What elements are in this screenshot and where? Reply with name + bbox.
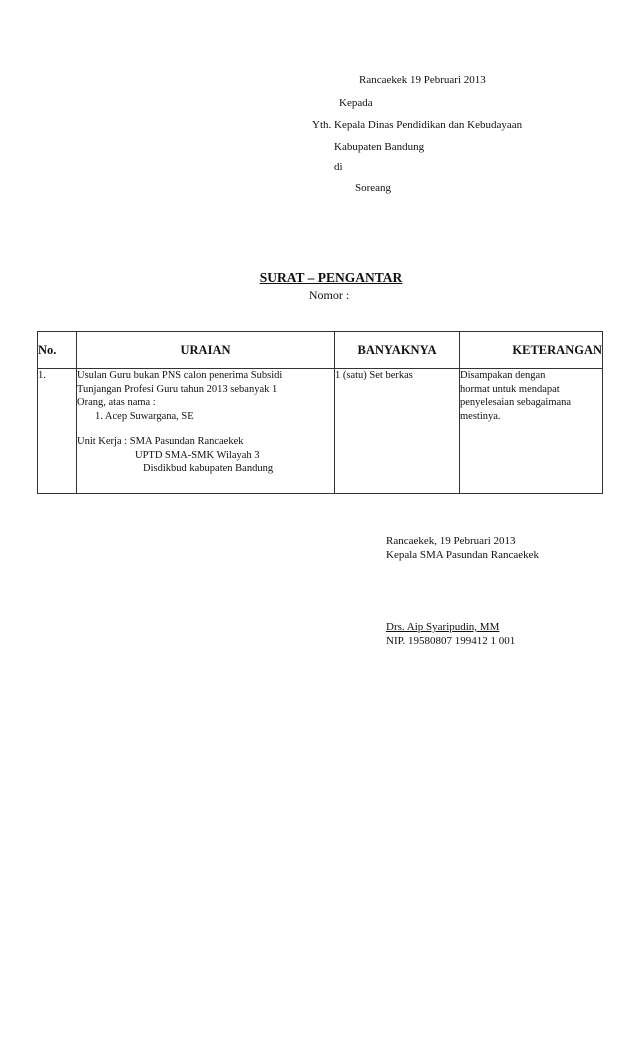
items-table bbox=[37, 331, 603, 494]
cell-keterangan bbox=[460, 369, 603, 494]
header-banyaknya: BANYAKNYA bbox=[335, 332, 460, 369]
uraian-line: Usulan Guru bukan PNS calon penerima Subsidi bbox=[77, 370, 283, 381]
header-uraian: URAIAN bbox=[77, 332, 335, 369]
signature-nip: NIP. 19580807 199412 1 001 bbox=[386, 635, 516, 647]
keterangan-line: mestinya. bbox=[460, 410, 501, 422]
letter-place-date: Rancaekek 19 Pebruari 2013 bbox=[359, 74, 486, 86]
signature-position: Kepala SMA Pasundan Rancaekek bbox=[386, 549, 540, 561]
letter-number: Nomor : bbox=[308, 288, 350, 302]
unit-kerja-line: UPTD SMA-SMK Wilayah 3 bbox=[135, 449, 260, 461]
uraian-line: Tunjangan Profesi Guru tahun 2013 sebanyak 1 bbox=[77, 383, 278, 395]
addressee-region: Kabupaten Bandung bbox=[334, 141, 425, 153]
letter-title: SURAT – PENGANTAR bbox=[259, 270, 403, 285]
uraian-line: Orang, atas nama : bbox=[77, 397, 156, 408]
uraian-list-item: 1. Acep Suwargana, SE bbox=[95, 410, 194, 422]
keterangan-line: Disampakan dengan bbox=[460, 370, 546, 381]
keterangan-line: hormat untuk mendapat bbox=[460, 383, 560, 395]
header-no: No. bbox=[38, 332, 77, 369]
table-header-row bbox=[38, 332, 603, 369]
addressee-city: Soreang bbox=[355, 182, 392, 194]
keterangan-line: penyelesaian sebagaimana bbox=[460, 397, 572, 408]
unit-kerja-line: Unit Kerja : SMA Pasundan Rancaekek bbox=[77, 436, 244, 447]
signature-place-date: Rancaekek, 19 Pebruari 2013 bbox=[386, 535, 516, 547]
cell-banyaknya: 1 (satu) Set berkas bbox=[335, 369, 460, 494]
header-keterangan: KETERANGAN bbox=[460, 332, 603, 369]
addressee-recipient: Yth. Kepala Dinas Pendidikan dan Kebudayaan bbox=[312, 119, 523, 131]
cell-uraian bbox=[77, 369, 335, 494]
unit-kerja-line: Disdikbud kabupaten Bandung bbox=[143, 463, 274, 474]
uraian-spacer bbox=[77, 423, 334, 435]
cell-no: 1. bbox=[38, 369, 77, 494]
addressee-to: Kepada bbox=[339, 97, 373, 109]
addressee-at: di bbox=[334, 161, 343, 173]
table-row bbox=[38, 369, 603, 494]
signature-name: Drs. Aip Syaripudin, MM bbox=[386, 621, 500, 633]
